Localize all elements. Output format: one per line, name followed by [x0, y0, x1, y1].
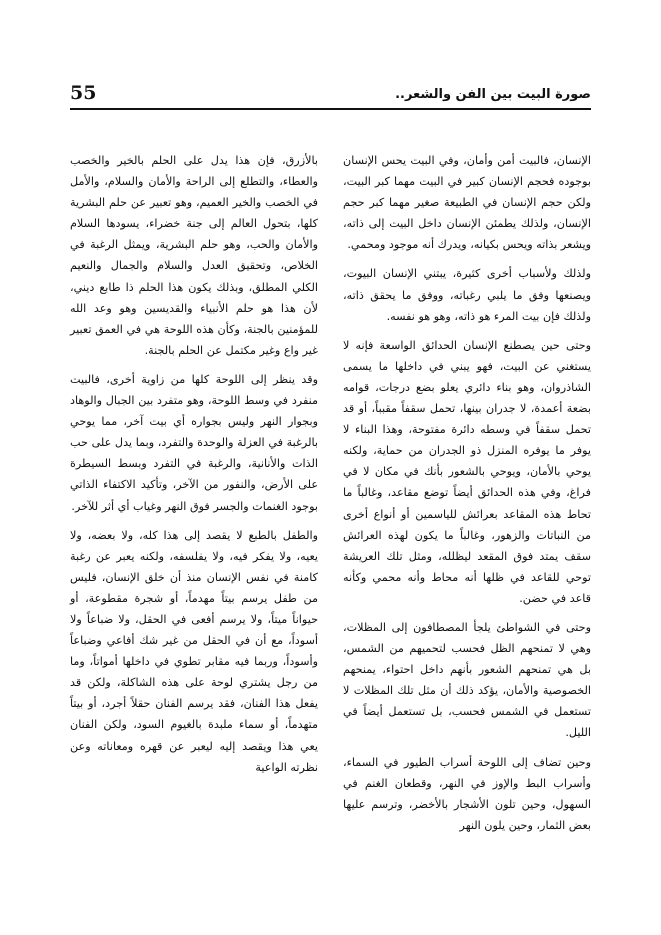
right-text-column: [343, 150, 591, 844]
page-number: 55: [70, 82, 97, 104]
paragraph: وحتى حين يصطنع الإنسان الحدائق الواسعة فإنه لا يستغني عن البيت، فهو يبني في داخلها ما يسمى الشاذروان، وهو بناء دائري يعلو بضع درجات، قوامه بضعة أعمدة، لا جدران بينها، تحمل سقفاً مقبباً، أو قد تحمل سقفاً في وسطه دائرة مفتوحة، وهذا البناء لا يوفر ما يوفره المنزل ذو الجدران من حماية، ولكنه يوحي بالأمان، ويوحي بالشعور بأنك في مكان لا في فراغ، وفي هذه الحدائق أيضاً توضع مقاعد، وغالباً ما تحاط هذه المقاعد بعرائش للياسمين أو أنواع أخرى من النباتات والزهور، وغالباً ما يكون لهذه العرائش سقف يمتد فوق المقعد ليظلله، ومثل تلك العريشة توحي للقاعد في ظلها أنه محاط وأنه محمي وكأنه قاعد في حضن.: [343, 338, 591, 605]
paragraph: الإنسان، فالبيت أمن وأمان، وفي البيت يحس الإنسان بوجوده فحجم الإنسان كبير في البيت مهما كبر البيت، ولكن حجم الإنسان في الطبيعة صغير مهما كبر حجم الإنسان، ولذلك يطمئن الإنسان داخل البيت إلى ذاته، ويشعر بذاته ويحس بكيانه، ويدرك أنه موجود ومحمي.: [343, 154, 591, 252]
header-divider: [70, 108, 591, 110]
left-text-column: [70, 150, 318, 786]
paragraph: بالأزرق، فإن هذا يدل على الحلم بالخير والخصب والعطاء، والتطلع إلى الراحة والأمان والسلام، والأمل في الخصب والخير العميم، وهو تعبير عن حلم البشرية كلها، بتحول العالم إلى جنة خضراء، يسودها السلام والأمان والحب، وهو حلم البشرية، ويمثل الرغبة في الخلاص، وتحقيق العدل والسلام والجمال والنعيم الكلي المطلق، وبذلك يكون هذا الحلم ذا طابع ديني، لأن هذا هو حلم الأنبياء والقديسين وهو وعد الله للمؤمنين بالجنة، وكأن هذه اللوحة هي في العمق تعبير غير واع وغير مكتمل عن الحلم بالجنة.: [70, 154, 318, 357]
running-header-title: صورة البيت بين الفن والشعر..: [395, 87, 591, 102]
paragraph: والطفل بالطبع لا يقصد إلى هذا كله، ولا بعضه، ولا يعيه، ولا يفكر فيه، ولا يفلسفه، ولكنه يعبر عن رغبة كامنة في نفس الإنسان منذ أن خلق الإنسان، فليس من طفل يرسم بيتاً مهدماً، أو شجرة مقطوعة، أو حيواناً ميتاً، ولا يرسم أفعى في الحقل، ولا ضباعاً ولا أسوداً، مع أن في الحقل من غير شك أفاعي وضباعاً وأسوداً، وربما فيه مقابر تطوي في داخلها أمواتاً، وما من رجل يشتري لوحة على هذه الشاكلة، ولكن قد يفعل هذا الفنان، فقد يرسم الفنان حقلاً أجرد، أو بيتاً متهدماً، أو سماء ملبدة بالغيوم السود، ولكن الفنان يعي هذا ويقصد إليه ليعبر عن قهره ومعاناته وعن نظرته الواعية: [70, 528, 318, 774]
paragraph: وحين تضاف إلى اللوحة أسراب الطيور في السماء، وأسراب البط والإوز في النهر، وقطعان الغنم في السهول، وحين تلون الأشجار بالأخضر، وترسم عليها بعض الثمار، وحين يلون النهر: [343, 755, 591, 832]
paragraph: وقد ينظر إلى اللوحة كلها من زاوية أخرى، فالبيت منفرد في وسط اللوحة، وهو متفرد بين الجبال والوهاد وبجوار النهر وليس بجواره أي بيت آخر، مما يوحي بالرغبة في العزلة والوحدة والتفرد، وبما يدل على حب الذات والأنانية، والرغبة في التفرد وبسط السيطرة على الأرض، والنفور من الآخر، وتأكيد الاكتفاء الذاتي بوجود الغنمات والجسر فوق النهر وغياب أي أثر للآخر.: [70, 372, 318, 513]
paragraph: وحتى في الشواطئ يلجأ المصطافون إلى المظلات، وهي لا تمنحهم الظل فحسب لتحميهم من الشمس، بل هي تمنحهم الشعور بأنهم داخل احتواء، يمنحهم الخصوصية والأمان، يؤكد ذلك أن مثل تلك المظلات لا تستعمل في الشمس فحسب، بل تستعمل أيضاً في الليل.: [343, 620, 591, 740]
paragraph: ولذلك ولأسباب أخرى كثيرة، يبتني الإنسان البيوت، ويصنعها وفق ما يلبي رغباته، ووفق ما يحقق ذاته، ولذلك فإن بيت المرء هو ذاته، وهو هو نفسه.: [343, 267, 591, 323]
